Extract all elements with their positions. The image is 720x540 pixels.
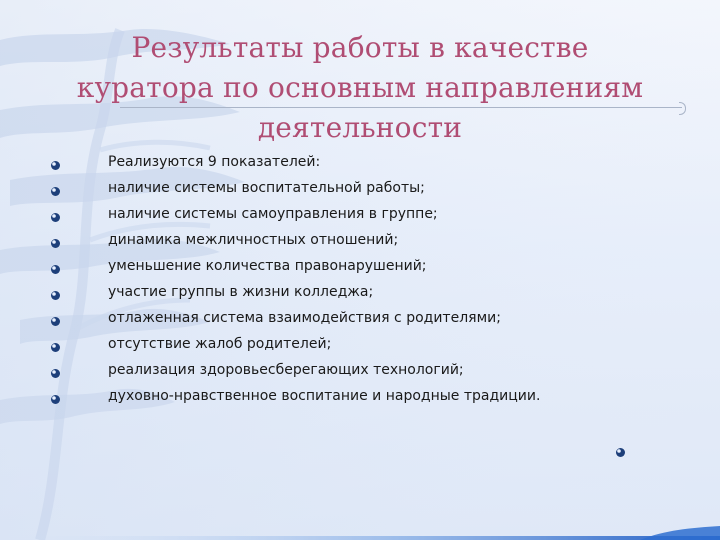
orb-bullet-icon xyxy=(50,290,61,301)
list-item-text: реализация здоровьесберегающих технологий; xyxy=(108,362,464,378)
list-item-text: наличие системы самоуправления в группе; xyxy=(108,206,438,222)
orb-bullet-icon xyxy=(50,238,61,249)
list-item-text: отлаженная система взаимодействия с родителями; xyxy=(108,310,501,326)
list-item-text: Реализуются 9 показателей: xyxy=(108,154,321,170)
list-item-text: отсутствие жалоб родителей; xyxy=(108,336,332,352)
orb-bullet-icon xyxy=(50,342,61,353)
orb-bullet-icon xyxy=(50,160,61,171)
slide-title-line-3: деятельности xyxy=(257,111,463,144)
orb-bullet-icon xyxy=(50,316,61,327)
list-item-text: уменьшение количества правонарушений; xyxy=(108,258,427,274)
list-item-text: духовно-нравственное воспитание и народные традиции. xyxy=(108,388,541,404)
orb-bullet-icon xyxy=(615,447,626,458)
list-item-text: участие группы в жизни колледжа; xyxy=(108,284,374,300)
orb-bullet-icon xyxy=(50,368,61,379)
orb-bullet-icon xyxy=(50,394,61,405)
orb-bullet-icon xyxy=(50,212,61,223)
slide-title-line-2: куратора по основным направлениям xyxy=(76,71,644,104)
title-divider xyxy=(120,107,682,108)
list-item-text: наличие системы воспитательной работы; xyxy=(108,180,425,196)
slide-title-line-1: Результаты работы в качестве xyxy=(131,31,589,64)
list-item-text: динамика межличностных отношений; xyxy=(108,232,399,248)
orb-bullet-icon xyxy=(50,264,61,275)
bottom-accent-bar xyxy=(0,526,720,540)
orb-bullet-icon xyxy=(50,186,61,197)
slide-title xyxy=(40,28,680,148)
